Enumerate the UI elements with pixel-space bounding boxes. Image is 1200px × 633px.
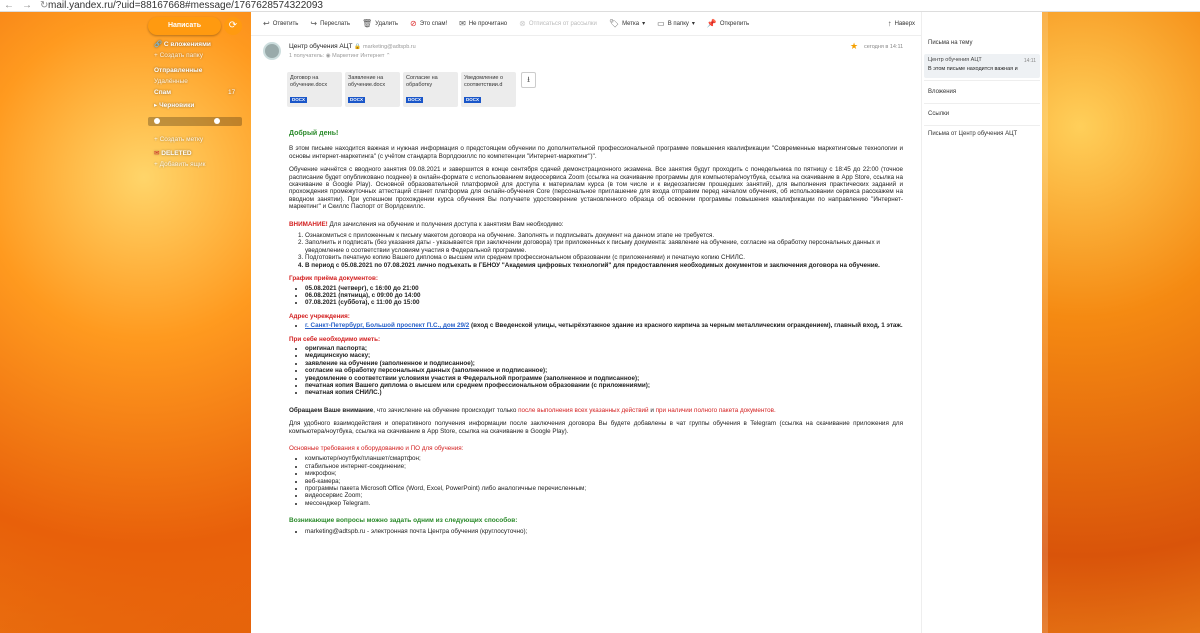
list-item: • заявление на обучение (заполненное и подписанное); [305,360,903,367]
telegram-note: Для удобного взаимодействия и оперативного получения информации после заключения договора Вы будете добавлены в чат группы обучения в Telegram (ссылка на скачивание приложения для компьютера/ноутбука, ссылка на скачивание в App Store, ссылка на скачивание в Google Play). [289,420,903,435]
list-item: • marketing@adtspb.ru - электронная почта Центра обучения (круглосуточно); [305,528,903,535]
thread-card[interactable] [924,54,1040,78]
list-item: 4. В период с 05.08.2021 по 07.08.2021 лично подъехать в ГБНОУ "Академия цифровых технологий" для предоставления необходимых документов и заключения договора на обучение. [305,262,903,269]
list-item: • уведомление о соответствии условиям участия в Федеральной программе (заполненное и подписанное); [305,375,903,382]
reply-button[interactable]: ↩ Ответить [263,19,299,28]
list-item: • 06.08.2021 (пятница), с 09:00 до 14:00 [305,292,903,299]
unpin-button[interactable]: 📌 Открепить [706,19,750,28]
spam-button[interactable]: ⊘ Это спам! [410,19,448,28]
envelope-icon: ✉ [459,19,466,28]
scroll-up-button[interactable]: ↑ Наверх [887,19,915,28]
mail-icon: ✉ [154,150,160,157]
divider [924,103,1040,104]
forward-button[interactable]: ↪ Переслать [310,19,350,28]
reload-icon[interactable]: ↻ [40,0,49,11]
address-list [305,322,903,329]
pin-icon: 📌 [706,19,717,28]
list-item: • печатная копия Вашего диплома о высшем или среднем профессиональном образовании (с приложениями); [305,382,903,389]
requirements-title: Основные требования к оборудованию и ПО для обучения: [289,445,464,452]
toggle-dot-right [214,118,220,124]
label-deleted[interactable]: ✉ DELETED [154,150,192,157]
scrollbar[interactable] [1042,12,1048,633]
reply-icon: ↩ [263,19,270,28]
list-item: • компьютер/ноутбук/планшет/смартфон; [305,455,903,462]
spam-icon: ⊘ [410,19,417,28]
docx-badge: DOCX [466,97,480,102]
address-title: Адрес учреждения: [289,312,350,320]
recipients[interactable]: 1 получатель: ◉ Маркетинг Интернет ⌃ [289,53,391,59]
forward-icon[interactable]: → [22,0,32,11]
forward-icon: ↪ [310,19,318,28]
sender-avatar [263,42,281,60]
message-header [251,36,921,72]
list-item: 3. Подготовить печатную копию Вашего диплома о высшем или среднем профессиональном образовании (с приложениями) и печатную копию СНИЛС. [305,254,903,261]
list-item: • согласие на обработку персональных данных (заполненное и подписанное); [305,367,903,374]
list-item: • мессенджер Telegram. [305,500,903,507]
list-item: 1. Ознакомиться с приложенным к письму макетом договора на обучение. Заполнять и подписывать документ на данном этапе не требуется. [305,232,903,239]
card-time: 14:11 [1023,58,1036,64]
questions-title: Возникающие вопросы можно задать одним из следующих способов: [289,517,518,525]
paragraph-schedule: Обучение начнётся с вводного занятия 09.08.2021 и завершится в конце сентября сдачей демонстрационного экзамена. Все занятия будут проходить с понедельника по пятницу с 18:45 до 22:00 (точное расписание будет опубликовано позднее) в онлайн-формате с использованием видеосервиса Zoom (ссылка на скачивание программы для компьютера/ноутбука, ссылка на скачивание в App Store, ссылка на скачивание в Google Play). Основной образовательной платформой для доступа к материалам курса (в том числе и к видеозаписям прошедших занятий), для выполнения практических заданий и прохождения промежуточных аттестаций станет платформа для онлайн-обучения Core (персональное приглашение для входа отправим перед началом обучения, об использовании сервиса расскажем на вводном занятии). При успешном прохождении курса обучения Вы получаете удостоверение установленного образца об освоении программы повышения квалификации по направлению "Интернет-маркетинг" и Скиллс Паспорт от Ворлдскиллс. [289,166,903,211]
greeting: Добрый день! [289,130,339,137]
address-link[interactable]: г. Санкт-Петербург, Большой проспект П.С., дом 29/2 [305,322,470,330]
sidebar [148,12,242,633]
folder-sent[interactable]: Отправленные [154,67,203,74]
folder-drafts[interactable]: ▸ Черновики [154,102,195,109]
questions-list [305,528,903,535]
paperclip-icon: 🔗 [154,41,163,48]
list-item: • оригинал паспорта; [305,345,903,352]
message-date: сегодня в 14:11 [864,44,904,50]
attachments [287,72,536,107]
schedule-list [305,285,903,307]
unsubscribe-icon: ⊗ [519,19,526,28]
create-folder-link[interactable]: + Создать папку [154,52,203,59]
card-snippet: В этом письме находится важная и [928,66,1018,72]
move-folder-button[interactable]: ▭ В папку ▾ [657,19,695,28]
back-icon[interactable]: ← [4,0,14,11]
sender-letters-link[interactable]: Письма от Центр обучения АЦТ [928,131,1018,137]
divider [924,125,1040,126]
folder-spam[interactable]: Спам 17 [154,89,236,96]
recipient-icon: ◉ [325,53,331,59]
docx-badge: DOCX [408,97,422,102]
requirements-list [305,455,903,507]
important-star-icon[interactable]: ★ [850,41,859,51]
attachments-link[interactable]: Вложения [928,89,957,95]
docx-badge: DOCX [350,97,364,102]
attachment-contract[interactable]: Договор на обучение.docx DOCX [287,72,342,107]
bring-list [305,345,903,397]
folder-icon: ▭ [657,19,665,28]
docx-badge: DOCX [292,97,306,102]
sender[interactable]: Центр обучения АЦТ 🔒 marketing@adtspb.ru [289,43,416,50]
address-bar[interactable]: mail.yandex.ru/?uid=88167668#message/1767628574322093 [48,0,323,11]
refresh-icon[interactable]: ⟳ [224,17,242,35]
list-item: • 07.08.2021 (суббота), с 11:00 до 15:00 [305,299,903,306]
links-link[interactable]: Ссылки [928,111,950,117]
download-all-icon[interactable]: ⭳ [521,72,536,88]
list-item: • печатная копия СНИЛС.) [305,389,903,396]
unsubscribe-button[interactable]: ⊗ Отписаться от рассылки [519,19,597,28]
enrollment-note: Обращаем Ваше внимание, что зачисление на обучение происходит только после выполнения всех указанных действий и при наличии полного пакета документов. [289,406,776,414]
steps-list [305,232,903,269]
add-mailbox-link[interactable]: + Добавить ящик [154,161,206,168]
folder-with-attachments[interactable]: 🔗 С вложениями [154,41,211,48]
attachment-consent[interactable]: Согласие на обработку DOCX [403,72,458,107]
label-button[interactable]: 🏷 Метка ▾ [608,19,646,28]
toggle-dot-left [154,118,160,124]
mark-unread-button[interactable]: ✉ Не прочитано [459,19,508,28]
browser-bar [0,0,1200,12]
bring-title: При себе необходимо иметь: [289,335,381,343]
list-item: • 05.08.2021 (четверг), с 16:00 до 21:00 [305,285,903,292]
list-item: • стабильное интернет-соединение; [305,463,903,470]
attachment-application[interactable]: Заявление на обучение.docx DOCX [345,72,400,107]
list-item: • медицинскую маску; [305,352,903,359]
verified-icon: 🔒 [354,44,362,50]
compose-button[interactable]: Написать [148,17,221,35]
list-item: • микрофон; [305,470,903,477]
list-item: • программы пакета Microsoft Office (Word, Excel, PowerPoint) либо аналогичные перечисленным; [305,485,903,492]
delete-button[interactable]: 🗑 Удалить [361,19,399,28]
trash-icon: 🗑 [361,19,373,28]
message-toolbar [251,12,921,36]
list-item: • веб-камера; [305,478,903,485]
message-body [289,130,903,541]
message-pane [251,12,921,633]
list-item: 2. Заполнить и подписать (без указания даты - указывается при заключении договора) три приложенных к письму документа: заявление на обучение, согласие на обработку персональных данных и уведомление о соответствии условиям участия в Федеральной программе. [305,239,903,254]
paragraph-intro: В этом письме находится важная и нужная информация о предстоящем обучении по дополнительной профессиональной программе повышения квалификации "Современные маркетинговые технологии и основы интернет-маркетинга" (с учётом стандарта Ворлдскиллс по компетенции "Интернет-маркетинг")". [289,145,903,160]
create-label-link[interactable]: + Создать метку [154,136,204,143]
arrow-up-icon: ↑ [887,19,892,28]
spam-count: 17 [228,89,236,96]
card-sender: Центр обучения АЦТ [928,57,982,63]
folder-deleted[interactable]: Удалённые [154,78,188,85]
view-toggle[interactable] [148,117,242,126]
list-item: • г. Санкт-Петербург, Большой проспект П.С., дом 29/2 (вход с Введенской улицы, четырёхэтажное здание из красного кирпича за черным металлическим ограждением), главный вход, 1 этаж. [305,322,903,329]
tag-icon: 🏷 [608,19,620,28]
attachment-notice[interactable]: Уведомление о соответствии.d DOCX [461,72,516,107]
attention: ВНИМАНИЕ! Для зачисления на обучение и получения доступа к занятиям Вам необходимо: [289,220,564,228]
divider [924,80,1040,81]
schedule-title: График приёма документов: [289,275,379,283]
thread-heading[interactable]: Письма на тему [928,40,973,46]
list-item: • видеосервис Zoom; [305,492,903,499]
right-panel [921,12,1042,633]
